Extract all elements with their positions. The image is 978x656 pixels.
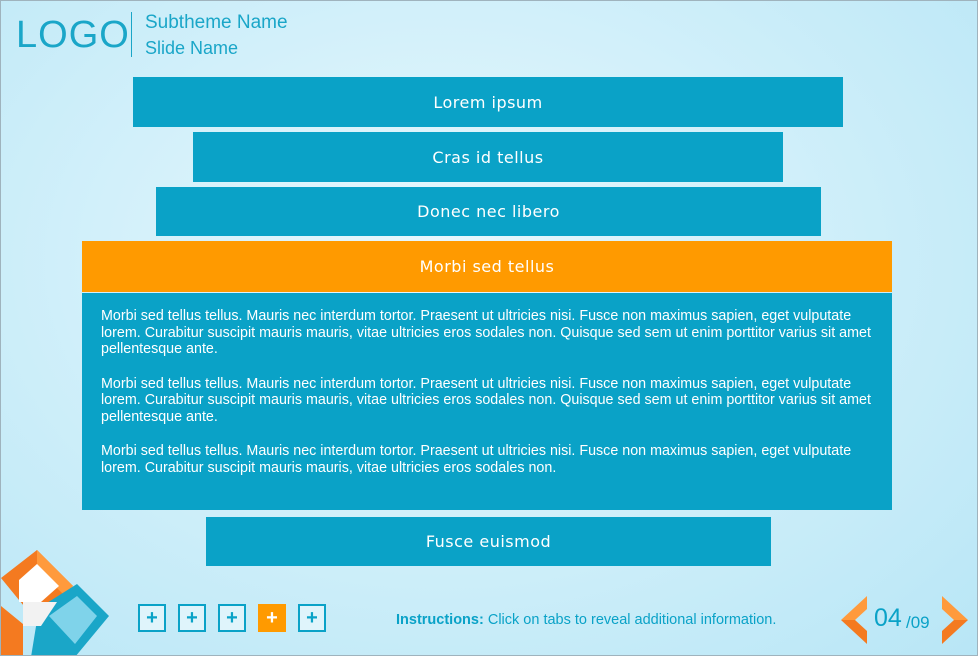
tab-donec-nec-libero[interactable]: Donec nec libero [156, 187, 821, 236]
chevron-right-icon[interactable] [942, 596, 968, 644]
instructions [396, 612, 776, 628]
tab-cras-id-tellus[interactable]: Cras id tellus [193, 132, 783, 182]
instructions-label: Instructions: [396, 612, 484, 628]
chevron-left-icon[interactable] [841, 596, 867, 644]
tab-morbi-sed-tellus[interactable]: Morbi sed tellus [82, 241, 892, 292]
panel-paragraph: Morbi sed tellus tellus. Mauris nec interdum tortor. Praesent ut ultricies nisi. Fusce non maximus sapien, eget vulputate lorem. Curabitur suscipit mauris mauris, vitae ultricies eros sodales non. [101, 443, 852, 476]
nav-button-3[interactable]: + [218, 604, 246, 632]
page-total: /09 [906, 613, 930, 632]
panel-paragraph: Morbi sed tellus tellus. Mauris nec interdum tortor. Praesent ut ultricies nisi. Fusce non maximus sapien, eget vulputate lorem. Curabitur suscipit mauris mauris, vitae ultricies eros sodales non. Quisque sed sem ut enim porttitor varius sit amet pellentesque ante. [101, 375, 871, 425]
nav-button-2[interactable]: + [178, 604, 206, 632]
content-panel [82, 293, 892, 510]
tab-fusce-euismod[interactable]: Fusce euismod [206, 517, 771, 566]
header-divider [131, 12, 132, 57]
page-current: 04 [874, 604, 902, 632]
logo: LOGO [16, 14, 130, 56]
instructions-text: Click on tabs to reveal additional information. [483, 612, 777, 628]
nav-button-1[interactable]: + [138, 604, 166, 632]
nav-button-4[interactable]: + [258, 604, 286, 632]
subtheme-name: Subtheme Name [145, 12, 288, 33]
nav-button-5[interactable]: + [298, 604, 326, 632]
brand-corner-icon [1, 546, 111, 656]
slide-name: Slide Name [145, 38, 239, 58]
panel-paragraph: Morbi sed tellus tellus. Mauris nec interdum tortor. Praesent ut ultricies nisi. Fusce non maximus sapien, eget vulputate lorem. Curabitur suscipit mauris mauris, vitae ultricies eros sodales non. Quisque sed sem ut enim porttitor varius sit amet pellentesque ante. [101, 308, 871, 357]
tab-lorem-ipsum[interactable]: Lorem ipsum [133, 77, 843, 127]
